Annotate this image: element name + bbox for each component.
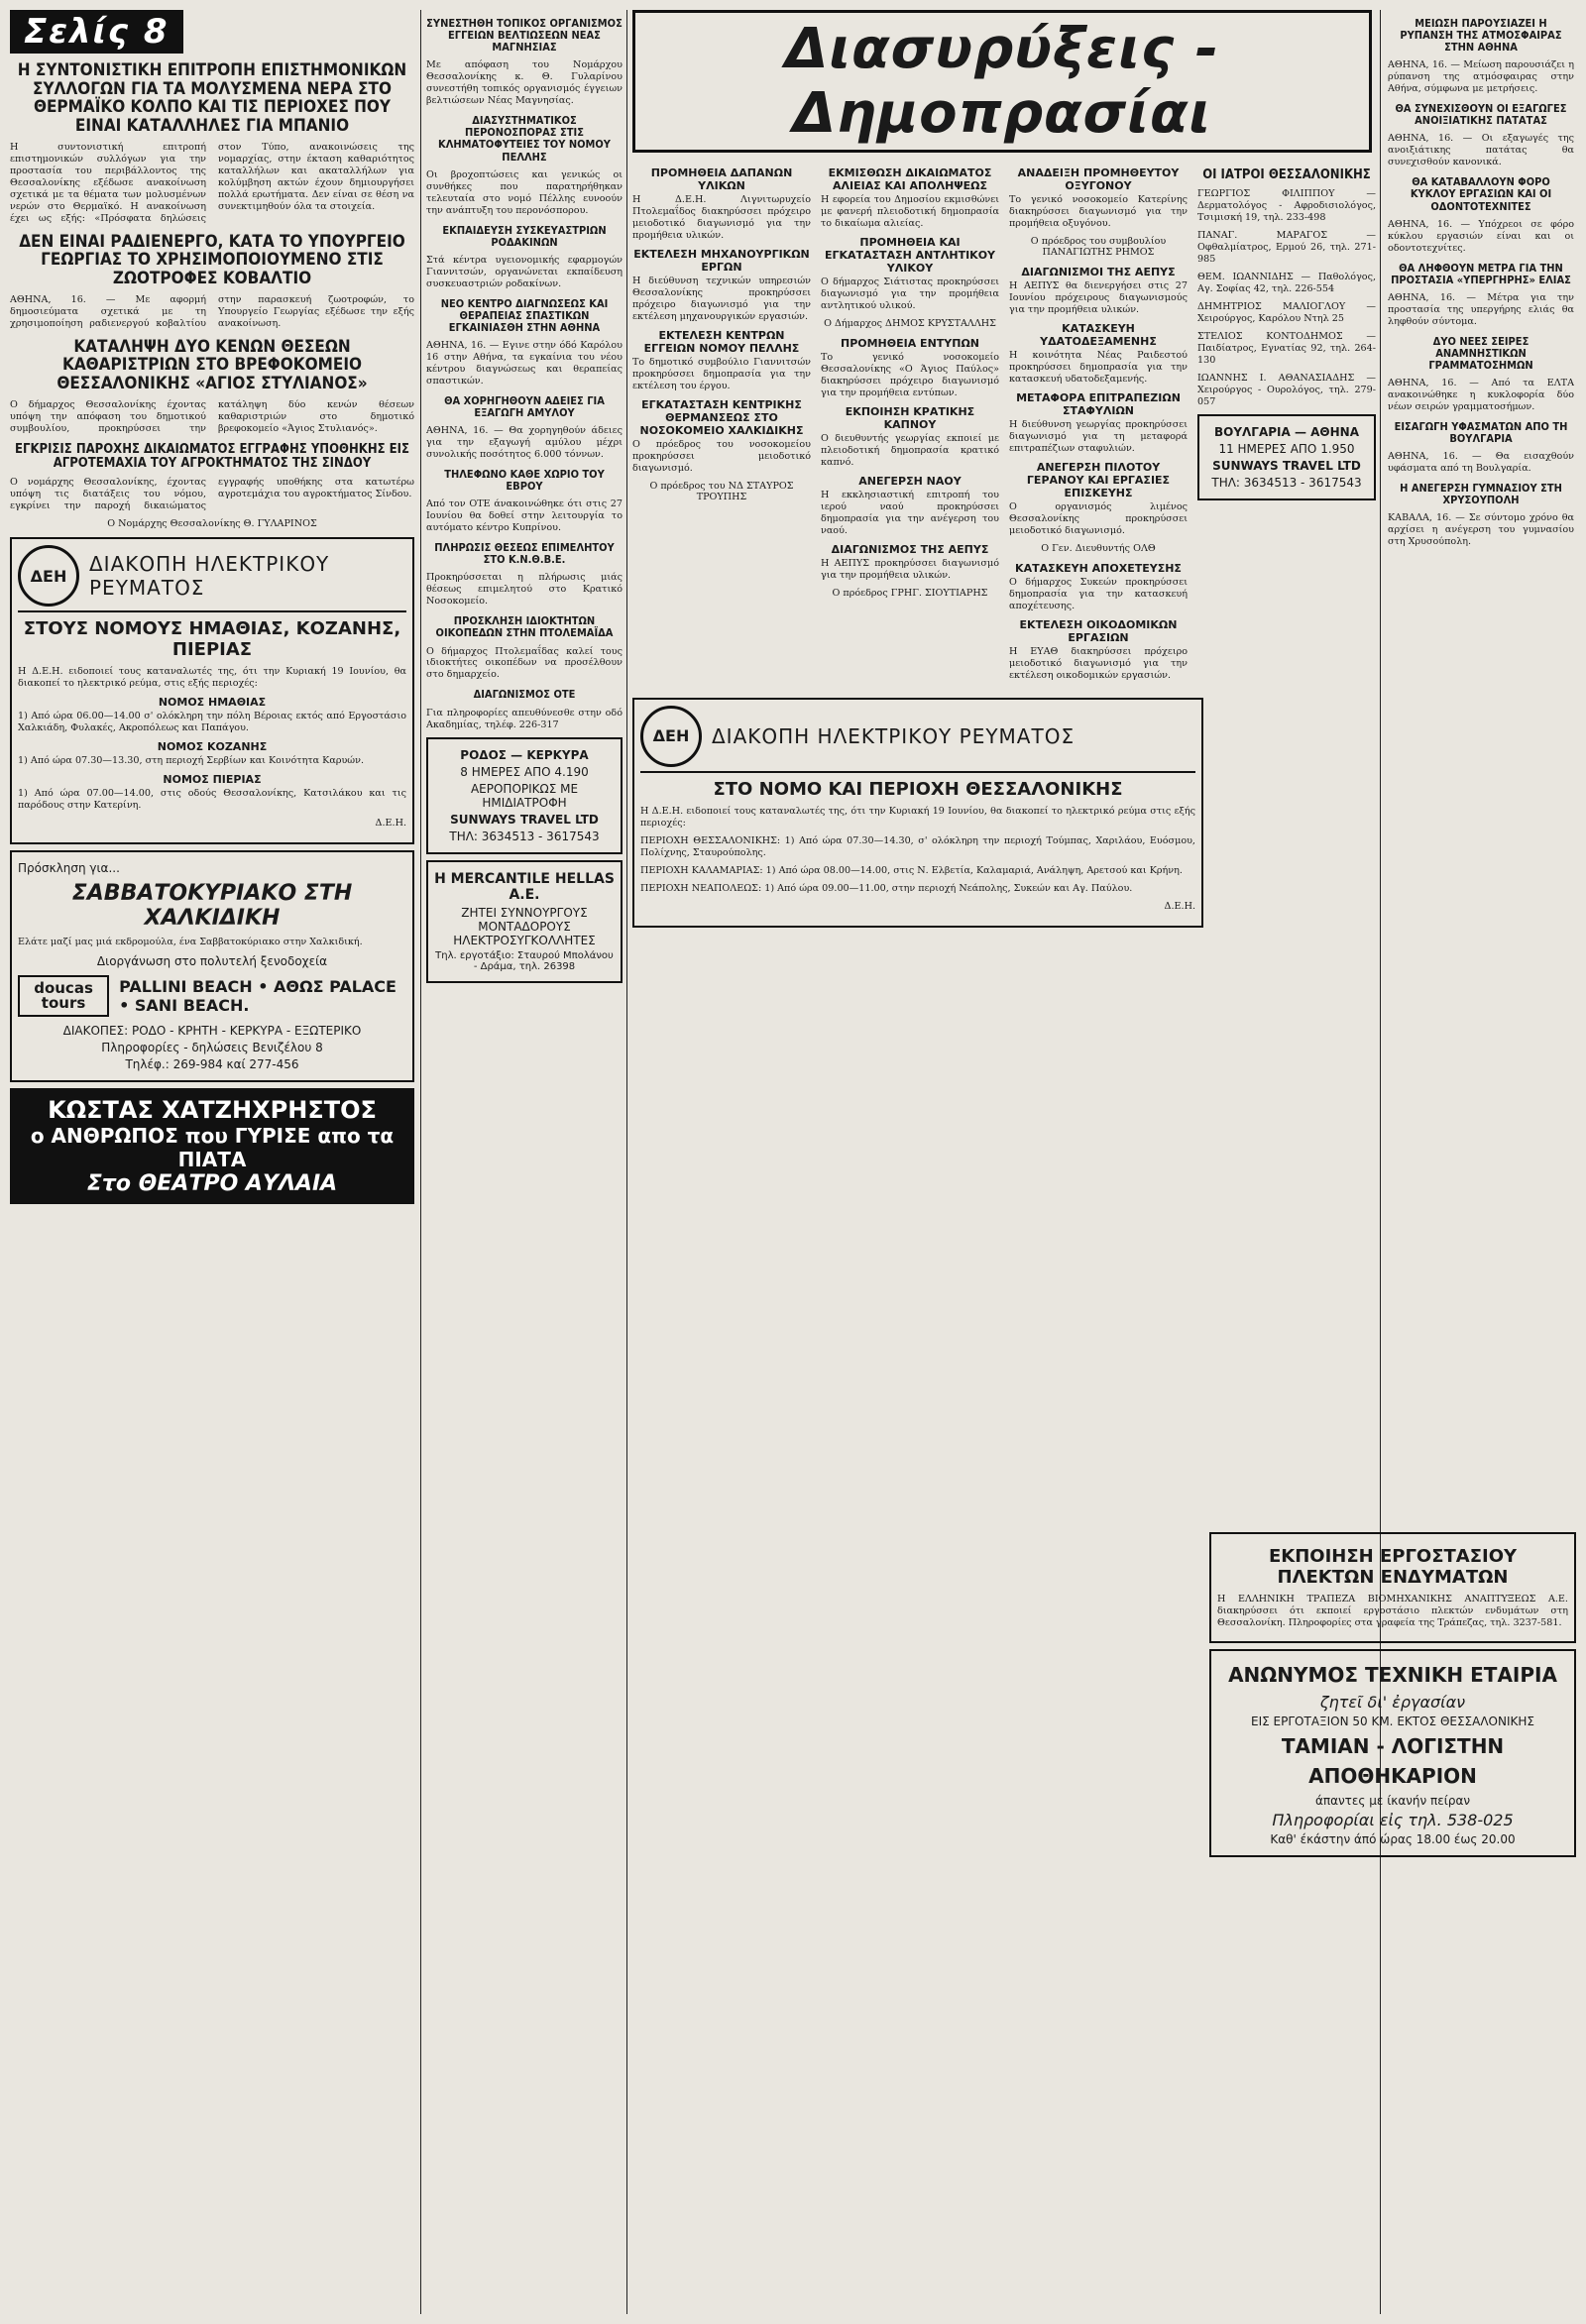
trip-ad-rhodes xyxy=(426,737,623,854)
notice-title: ΕΓΚΑΤΑΣΤΑΣΗ ΚΕΝΤΡΙΚΗΣ ΘΕΡΜΑΝΣΕΩΣ ΣΤΟ ΝΟΣΟΚΟΜΕΙΟ ΧΑΛΚΙΔΙΚΗΣ xyxy=(639,397,804,437)
trip-price: 8 ΗΜΕΡΕΣ ΑΠΟ 4.190 xyxy=(460,764,589,779)
trip-destinations: ΔΙΑΚΟΠΕΣ: ΡΟΔΟ - ΚΡΗΤΗ - ΚΕΡΚΥΡΑ - ΕΞΩΤΕΡΙΚΟ xyxy=(62,1024,362,1039)
headline-starch: ΘΑ ΧΟΡΗΓΗΘΟΥΝ ΑΔΕΙΕΣ ΓΙΑ ΕΞΑΓΩΓΗ ΑΜΥΛΟΥ xyxy=(444,393,605,419)
article-starch: ΑΘΗΝΑ, 16. — Θα χορηγηθούν άδειες για την εξαγωγή αμύλου μέχρι συνολικής ποσότητος 6.000 τόννων. xyxy=(426,425,623,461)
notice-text: Ο διευθυντής γεωργίας εκποιεί με πλειοδοτική δημοπρασία κρατικό καπνό. xyxy=(821,432,999,468)
article-sindos: Ο νομάρχης Θεσσαλονίκης, έχοντας υπόψη τις διατάξεις του νόμου, εγκρίνει την παροχή δικαιώματος εγγραφής υποθήκης στα κατωτέρω αγροτεμάχια του αγροκτήματος Σίνδου. xyxy=(10,477,414,512)
notice-title: ΕΚΜΙΣΘΩΣΗ ΔΙΚΑΙΩΜΑΤΟΣ ΑΛΙΕΙΑΣ ΚΑΙ ΑΠΟΛΗΨΕΩΣ xyxy=(828,166,992,192)
tenders-col-c xyxy=(1009,161,1188,688)
prefecture-label: ΝΟΜΟΣ ΠΙΕΡΙΑΣ xyxy=(163,773,262,787)
headline-cobalt: ΔΕΝ ΕΙΝΑΙ ΡΑΔΙΕΝΕΡΓΟ, ΚΑΤΑ ΤΟ ΥΠΟΥΡΓΕΙΟ ΓΕΩΡΓΙΑΣ ΤΟ ΧΡΗΣΙΜΟΠΟΙΟΥΜΕΝΟ ΣΤΙΣ ΖΩΟΤΡΟΦΕΣ ΚΟΒΑΛΤΙΟ xyxy=(19,231,405,289)
article-peaches: Στά κέντρα υγειονομικής εφαρμογών Γιαννιτσών, οργανώνεται εκπαίδευση συσκευαστριών ροδακίνων. xyxy=(426,254,623,289)
deh-title: ΔΙΑΚΟΠΗ ΗΛΕΚΤΡΙΚΟΥ ΡΕΥΜΑΤΟΣ xyxy=(712,723,1076,748)
notice-signature: Ο πρόεδρος του ΝΔ ΣΤΑΥΡΟΣ ΤΡΟΥΠΗΣ xyxy=(649,480,794,502)
trip-air: ΑΕΡΟΠΟΡΙΚΩΣ ΜΕ ΗΜΙΔΙΑΤΡΟΦΗ xyxy=(470,781,579,810)
column-left xyxy=(10,10,414,1204)
article-potatoes: ΑΘΗΝΑ, 16. — Οι εξαγωγές της ανοιξιάτικης πατάτας θα συνεχισθούν κανονικά. xyxy=(1388,133,1574,168)
notice-text: Ο δήμαρχος Σιάτιστας προκηρύσσει διαγωνισμό για την προμήθεια αντλητικού υλικού. xyxy=(821,276,999,311)
trip-invite: Πρόσκληση για... xyxy=(18,861,120,876)
column-second xyxy=(426,10,623,989)
outage-text: ΠΕΡΙΟΧΗ ΘΕΣΣΑΛΟΝΙΚΗΣ: 1) Από ώρα 07.30—14.30, σ' ολόκληρη την περιοχή Τούμπας, Χαριλάου, Ευόσμου, Πολίχνης, Σταυρούπολης. xyxy=(640,834,1195,858)
deh-sign: Δ.Ε.Η. xyxy=(375,818,406,830)
headline-dental-tax: ΘΑ ΚΑΤΑΒΑΛΛΟΥΝ ΦΟΡΟ ΚΥΚΛΟΥ ΕΡΓΑΣΙΩΝ ΚΑΙ ΟΙ ΟΔΟΝΤΟΤΕΧΝΙΤΕΣ xyxy=(1410,175,1552,213)
hire-positions: ΖΗΤΕΙ ΣΥΝΝΟΥΡΓΟΥΣ ΜΟΝΤΑΔΟΡΟΥΣ ΗΛΕΚΤΡΟΣΥΓΚΟΛΛΗΤΕΣ xyxy=(453,905,596,947)
trip-title: ΡΟΔΟΣ — ΚΕΡΚΥΡΑ xyxy=(460,747,589,762)
doucas-tours-logo: doucas tours xyxy=(18,975,109,1017)
headline-peronospora: ΔΙΑΣΥΣΤΗΜΑΤΙΚΟΣ ΠΕΡΟΝΟΣΠΟΡΑΣ ΣΤΙΣ ΚΛΗΜΑΤΟΦΥΤΕΙΕΣ ΤΟΥ ΝΟΜΟΥ ΠΕΛΛΗΣ xyxy=(438,114,611,164)
deh-notice-imathia xyxy=(10,537,414,844)
column-rule xyxy=(626,10,627,2314)
hire-contact: Τηλ. εργοτάξιο: Σταυρού Μπολάνου - Δράμα, τηλ. 26398 xyxy=(435,949,614,972)
notice-text: Η ΑΕΠΥΣ προκηρύσσει διαγωνισμό για την προμήθεια υλικών. xyxy=(821,557,999,581)
tenders-banner: Διασυρύξεις - Δημοπρασίαι xyxy=(632,10,1372,153)
column-right xyxy=(1388,10,1574,554)
doctor-entry: ΓΕΩΡΓΙΟΣ ΦΙΛΙΠΠΟΥ — Δερματολόγος - Αφροδισιολόγος, Τσιμισκή 19, τηλ. 233-498 xyxy=(1197,188,1376,224)
doctor-entry: ΣΤΕΛΙΟΣ ΚΟΝΤΟΔΗΜΟΣ — Παιδίατρος, Εγνατίας 92, τηλ. 264-130 xyxy=(1197,331,1376,367)
outage-text: 1) Από ώρα 07.00—14.00, στις οδούς Θεσσαλονίκης, Κατσιλάκου και τις παρόδους στην Κατερίνη. xyxy=(18,788,406,812)
deh-logo: ΔΕΗ xyxy=(18,545,79,607)
trip-agency: SUNWAYS TRAVEL LTD xyxy=(1212,459,1361,474)
headline-sindos: ΕΓΚΡΙΣΙΣ ΠΑΡΟΧΗΣ ΔΙΚΑΙΩΜΑΤΟΣ ΕΓΓΡΑΦΗΣ ΥΠΟΘΗΚΗΣ ΕΙΣ ΑΓΡΟΤΕΜΑΧΙΑ ΤΟΥ ΑΓΡΟΚΤΗΜΑΤΟΣ ΤΗΣ ΣΙΝΔΟΥ xyxy=(15,441,409,471)
trip-price: 11 ΗΜΕΡΕΣ ΑΠΟ 1.950 xyxy=(1218,442,1355,457)
factory-sale-ad xyxy=(1209,1532,1576,1643)
trip-ad-bulgaria xyxy=(1197,414,1376,500)
notice-signature: Ο πρόεδρος του συμβουλίου ΠΑΝΑΓΙΩΤΗΣ ΡΗΜΟΣ xyxy=(1030,235,1167,258)
deh-title: ΔΙΑΚΟΠΗ ΗΛΕΚΤΡΙΚΟΥ ΡΕΥΜΑΤΟΣ xyxy=(89,552,330,601)
job-seek: ζητεῖ δι' ἐργασίαν xyxy=(1319,1692,1466,1712)
notice-text: Το γενικό νοσοκομείο Κατερίνης διακηρύσσει διαγωνισμό για την προμήθεια οξυγόνου. xyxy=(1009,194,1188,229)
headline-pollution: ΜΕΙΩΣΗ ΠΑΡΟΥΣΙΑΖΕΙ Η ΡΥΠΑΝΣΗ ΤΗΣ ΑΤΜΟΣΦΑΙΡΑΣ ΣΤΗΝ ΑΘΗΝΑ xyxy=(1400,17,1562,55)
article-magnesia: Με απόφαση του Νομάρχου Θεσσαλονίκης κ. Θ. Γυλαρίνου συνεστήθη τοπικός οργανισμός έγγειων βελτιώσεων Νέας Μαγνησίας. xyxy=(426,59,623,107)
notice-title: ΕΚΠΟΙΗΣΗ ΚΡΑΤΙΚΗΣ ΚΑΠΝΟΥ xyxy=(845,404,975,431)
article-ote: Για πληροφορίες απευθύνεσθε στην οδό Ακαδημίας, τηλέφ. 226-317 xyxy=(426,707,623,730)
deh-logo: ΔΕΗ xyxy=(640,706,702,767)
page-number-label: Σελίς 8 xyxy=(10,10,183,54)
deh-header xyxy=(640,706,1195,773)
notice-title: ΑΝΕΓΕΡΣΗ ΝΑΟΥ xyxy=(858,474,962,488)
trip-organizer: Διοργάνωση στο πολυτελή ξενοδοχεία xyxy=(96,954,328,969)
headline-potatoes: ΘΑ ΣΥΝΕΧΙΣΘΟΥΝ ΟΙ ΕΞΑΓΩΓΕΣ ΑΝΟΙΞΙΑΤΙΚΗΣ ΠΑΤΑΤΑΣ xyxy=(1395,102,1567,128)
trip-phone: Τηλέφ.: 269-984 καί 277-456 xyxy=(125,1057,299,1072)
notice-text: Ο δήμαρχος Συκεών προκηρύσσει δημοπρασία για την κατασκευή αποχέτευσης. xyxy=(1009,576,1188,611)
headline-fabrics: ΕΙΣΑΓΩΓΗ ΥΦΑΣΜΑΤΩΝ ΑΠΟ ΤΗ ΒΟΥΛΓΑΡΙΑ xyxy=(1394,419,1568,446)
tenders-columns xyxy=(632,161,1376,688)
article-spastic-center: ΑΘΗΝΑ, 16. — Εγινε στην όδό Καρόλου 16 στην Αθήνα, τα εγκαίνια του νέου κέντρου διαγνώσεως και θεραπείας σπαστικών. xyxy=(426,339,623,387)
column-rule xyxy=(1380,10,1381,2314)
tenders-col-d xyxy=(1197,161,1376,688)
show-title: ο ΑΝΘΡΩΠΟΣ που ΓΥΡΙΣΕ απο τα ΠΙΑΤΑ xyxy=(30,1124,395,1172)
notice-text: Η εφορεία του Δημοσίου εκμισθώνει με φανερή πλειοδοτική δημοπρασία το δικαίωμα αλιείας. xyxy=(821,194,999,229)
sale-text: Η ΕΛΛΗΝΙΚΗ ΤΡΑΠΕΖΑ ΒΙΟΜΗΧΑΝΙΚΗΣ ΑΝΑΠΤΥΞΕΩΣ Α.Ε. διακηρύσσει ότι εκποιεί εργοστάσιο πλεκτών ενδυμάτων στη Θεσσαλονίκη. Πληροφορίες στα γραφεία της Τράπεζας, τηλ. 3237-581. xyxy=(1217,1594,1568,1628)
notice-text: Η εκκλησιαστική επιτροπή του ιερού ναού προκηρύσσει δημοπρασία για την ανέγερση του ναού. xyxy=(821,489,999,536)
trip-info: Πληροφορίες - δηλώσεις Βενιζέλου 8 xyxy=(101,1041,323,1055)
notice-title: ΜΕΤΑΦΟΡΑ ΕΠΙΤΡΑΠΕΖΙΩΝ ΣΤΑΦΥΛΙΩΝ xyxy=(1016,390,1181,417)
notice-text: Ο πρόεδρος του νοσοκομείου προκηρύσσει μειοδοτικό διαγωνισμό. xyxy=(632,438,811,474)
article-stamps: ΑΘΗΝΑ, 16. — Από τα ΕΛΤΑ ανακοινώθηκε η κυκλοφορία δύο νέων σειρών γραμματοσήμων. xyxy=(1388,378,1574,412)
deh-header xyxy=(18,545,406,612)
notice-title: ΕΚΤΕΛΕΣΗ ΜΗΧΑΝΟΥΡΓΙΚΩΝ ΕΡΓΩΝ xyxy=(633,247,810,274)
article-cleaners: Ο δήμαρχος Θεσσαλονίκης έχοντας υπόψη την απόφαση του δημοτικού συμβουλίου, προκηρύσσει την κατάληψη δύο κενών θέσεων καθαριστριών στο δημοτικό βρεφοκομείο «Άγιος Στυλιανός». xyxy=(10,398,414,434)
notice-title: ΔΙΑΓΩΝΙΣΜΟΙ ΤΗΣ ΑΕΠΥΣ xyxy=(1021,265,1176,278)
column-rule xyxy=(420,10,421,2314)
article-olive: ΑΘΗΝΑ, 16. — Μέτρα για την προστασία της υπεργήρης ελιάς θα ληφθούν σύντομα. xyxy=(1388,291,1574,327)
job-ad xyxy=(1209,1649,1576,1857)
notice-title: ΚΑΤΑΣΚΕΥΗ ΥΔΑΤΟΔΕΞΑΜΕΝΗΣ xyxy=(1040,321,1157,348)
headline-cleaners: ΚΑΤΑΛΗΨΗ ΔΥΟ ΚΕΝΩΝ ΘΕΣΕΩΝ ΚΑΘΑΡΙΣΤΡΙΩΝ ΣΤΟ ΒΡΕΦΟΚΟΜΕΙΟ ΘΕΣΣΑΛΟΝΙΚΗΣ «ΑΓΙΟΣ ΣΤΥΛΙΑΝΟΣ» xyxy=(57,336,368,394)
article-ptolemaida: Ο δήμαρχος Πτολεμαΐδας καλεί τους ιδιοκτήτες οικοπέδων να προσέλθουν στο δημαρχείο. xyxy=(426,645,623,681)
headline-olive: ΘΑ ΛΗΦΘΟΥΝ ΜΕΤΡΑ ΓΙΑ ΤΗΝ ΠΡΟΣΤΑΣΙΑ «ΥΠΕΡΓΗΡΗΣ» ΕΛΙΑΣ xyxy=(1391,261,1571,286)
headline-stamps: ΔΥΟ ΝΕΕΣ ΣΕΙΡΕΣ ΑΝΑΜΝΗΣΤΙΚΩΝ ΓΡΑΜΜΑΤΟΣΗΜΩΝ xyxy=(1428,334,1533,372)
notice-text: Η διεύθυνση τεχνικών υπηρεσιών Θεσσαλονίκης προκηρύσσει πρόχειρο διαγωνισμό για την εκτέλεση μηχανουργικών εργασιών. xyxy=(632,275,811,322)
notice-text: Η κοινότητα Νέας Ραιδεστού προκηρύσσει δημοπρασία για την κατασκευή υδατοδεξαμενής. xyxy=(1009,349,1188,385)
trip-phone: ΤΗΛ: 3634513 - 3617543 xyxy=(449,829,600,843)
doctor-entry: ΔΗΜΗΤΡΙΟΣ ΜΑΛΙΟΓΛΟΥ — Χειρούργος, Καρόλου Ντηλ 25 xyxy=(1197,301,1376,325)
headline-curator: ΠΛΗΡΩΣΙΣ ΘΕΣΕΩΣ ΕΠΙΜΕΛΗΤΟΥ ΣΤΟ Κ.Ν.Θ.Β.Ε. xyxy=(434,541,615,567)
notice-text: Ο οργανισμός λιμένος Θεσσαλονίκης προκηρύσσει μειοδοτικό διαγωνισμό. xyxy=(1009,500,1188,536)
job-role: ΤΑΜΙΑΝ - ΛΟΓΙΣΤΗΝ xyxy=(1281,1733,1505,1758)
deh-intro: Η Δ.Ε.Η. ειδοποιεί τους καταναλωτές της, ότι την Κυριακή 19 Ιουνίου, θα διακοπεί το ηλεκτρικό ρεύμα στις εξής περιοχές: xyxy=(640,805,1195,829)
article-evros-phone: Από τον ΟΤΕ άνακοινώθηκε ότι στις 27 Ιουνίου θα δοθεί στην λειτουργία το αυτόματο κέντρο Κυπρίνου. xyxy=(426,498,623,534)
tenders-section xyxy=(632,10,1376,934)
trip-text: Ελάτε μαζί μας μιά εκδρομούλα, ένα Σαββατοκύριακο στην Χαλκιδική. xyxy=(18,937,363,948)
prefecture-label: ΝΟΜΟΣ ΚΟΖΑΝΗΣ xyxy=(157,740,268,754)
job-role: ΑΠΟΘΗΚΑΡΙΟΝ xyxy=(1308,1763,1477,1788)
actor-name: ΚΩΣΤΑΣ ΧΑΤΖΗΧΡΗΣΤΟΣ xyxy=(48,1096,377,1125)
deh-intro: Η Δ.Ε.Η. ειδοποιεί τους καταναλωτές της, ότι την Κυριακή 19 Ιουνίου, θα διακοπεί το ηλεκτρικό ρεύμα, στις εξής περιοχές: xyxy=(18,666,406,690)
trip-agency: SUNWAYS TRAVEL LTD xyxy=(450,812,599,827)
trip-phone: ΤΗΛ: 3634513 - 3617543 xyxy=(1211,476,1362,491)
signature-nomarch: Ο Νομάρχης Θεσσαλονίκης Θ. ΓΥΛΑΡΙΝΟΣ xyxy=(107,518,317,530)
notice-title: ΕΚΤΕΛΕΣΗ ΟΙΚΟΔΟΜΙΚΩΝ ΕΡΓΑΣΙΩΝ xyxy=(1019,617,1178,644)
theatre-name: Στο ΘΕΑΤΡΟ ΑΥΛΑΙΑ xyxy=(86,1171,338,1197)
company-name: Η MERCANTILE HELLAS Α.Ε. xyxy=(434,870,615,903)
notice-title: ΠΡΟΜΗΘΕΙΑ ΚΑΙ ΕΓΚΑΤΑΣΤΑΣΗ ΑΝΤΛΗΤΙΚΟΥ ΥΛΙΚΟΥ xyxy=(824,235,996,275)
notice-text: Το γενικό νοσοκομείο Θεσσαλονίκης «Ο Άγιος Παύλος» διακηρύσσει πρόχειρο διαγωνισμό για την προμήθεια εντύπων. xyxy=(821,351,999,398)
headline-ote: ΔΙΑΓΩΝΙΣΜΟΣ ΟΤΕ xyxy=(473,688,576,702)
article-peronospora: Οι βροχοπτώσεις και γενικώς οι συνθήκες που παρατηρήθηκαν τελευταία στο νομό Πέλλης ευνοούν την ανάπτυξη του περονόσπορου. xyxy=(426,168,623,216)
notice-text: Το δημοτικό συμβούλιο Γιαννιτσών προκηρύσσει δημοπρασία για την εκτέλεση του έργου. xyxy=(632,356,811,391)
outage-text: ΠΕΡΙΟΧΗ ΝΕΑΠΟΛΕΩΣ: 1) Από ώρα 09.00—11.00, στην περιοχή Νεάπολης, Συκεών και Αγ. Παύλου. xyxy=(640,882,1133,894)
prefecture-label: ΝΟΜΟΣ ΗΜΑΘΙΑΣ xyxy=(158,696,267,710)
notice-text: Η ΕΥΑΘ διακηρύσσει πρόχειρο μειοδοτικό διαγωνισμό για την εκτέλεση οικοδομικών εργασιών. xyxy=(1009,645,1188,681)
trip-ad-halkidiki xyxy=(10,850,414,1082)
notice-title: ΠΡΟΜΗΘΕΙΑ ΕΝΤΥΠΩΝ xyxy=(840,336,980,350)
article-gymnasium: ΚΑΒΑΛΑ, 16. — Σε σύντομο χρόνο θα αρχίσει η ανέγερση του γυμνασίου στη Χρυσούπολη. xyxy=(1388,512,1574,548)
article-dental-tax: ΑΘΗΝΑ, 16. — Υπόχρεοι σε φόρο κύκλου εργασιών είναι και οι οδοντοτεχνίτες. xyxy=(1388,218,1574,254)
mercantile-ad xyxy=(426,860,623,983)
headline-thermaikos: Η ΣΥΝΤΟΝΙΣΤΙΚΗ ΕΠΙΤΡΟΠΗ ΕΠΙΣΤΗΜΟΝΙΚΩΝ ΣΥΛΛΟΓΩΝ ΓΙΑ ΤΑ ΜΟΛΥΣΜΕΝΑ ΝΕΡΑ ΣΤΟ ΘΕΡΜΑΪΚΟ ΚΟΛΠΟ ΚΑΙ ΤΙΣ ΠΕΡΙΟΧΕΣ ΠΟΥ ΕΙΝΑΙ ΚΑΤΑΛΛΗΛΕΣ ΓΙΑ ΜΠΑΝΙΟ xyxy=(17,60,407,137)
trip-title: ΣΑΒΒΑΤΟΚΥΡΙΑΚΟ ΣΤΗ ΧΑΛΚΙΔΙΚΗ xyxy=(71,881,353,932)
article-pollution: ΑΘΗΝΑ, 16. — Μείωση παρουσιάζει η ρύπανση της ατμόσφαιρας στην Αθήνα, σύμφωνα με μετρήσεις. xyxy=(1388,59,1574,95)
job-info: Πληροφορίαι εἰς τηλ. 538-025 xyxy=(1272,1810,1514,1829)
notice-title: ΑΝΑΔΕΙΞΗ ΠΡΟΜΗΘΕΥΤΟΥ ΟΞΥΓΟΝΟΥ xyxy=(1017,166,1180,192)
notice-title: ΠΡΟΜΗΘΕΙΑ ΔΑΠΑΝΩΝ ΥΛΙΚΩΝ xyxy=(650,166,793,192)
doctor-entry: ΙΩΑΝΝΗΣ Ι. ΑΘΑΝΑΣΙΑΔΗΣ — Χειρούργος - Ουρολόγος, τηλ. 279-057 xyxy=(1197,373,1376,408)
theatre-ad xyxy=(10,1088,414,1204)
tenders-col-b xyxy=(821,161,999,688)
headline-ptolemaida: ΠΡΟΣΚΛΗΣΗ ΙΔΙΟΚΤΗΤΩΝ ΟΙΚΟΠΕΔΩΝ ΣΤΗΝ ΠΤΟΛΕΜΑΪΔΑ xyxy=(435,614,614,640)
outage-text: 1) Από ώρα 07.30—13.30, στη περιοχή Σερβίων και Κοινότητα Καρυών. xyxy=(18,755,365,767)
doctor-entry: ΠΑΝΑΓ. ΜΑΡΑΓΟΣ — Οφθαλμίατρος, Ερμού 26, τηλ. 271-985 xyxy=(1197,230,1376,266)
headline-magnesia: ΣΥΝΕΣΤΗΘΗ ΤΟΠΙΚΟΣ ΟΡΓΑΝΙΣΜΟΣ ΕΓΓΕΙΩΝ ΒΕΛΤΙΩΣΕΩΝ ΝΕΑΣ ΜΑΓΝΗΣΙΑΣ xyxy=(426,17,623,55)
trip-brand-row xyxy=(18,971,406,1021)
deh-subtitle: ΣΤΟΥΣ ΝΟΜΟΥΣ ΗΜΑΘΙΑΣ, ΚΟΖΑΝΗΣ, ΠΙΕΡΙΑΣ xyxy=(23,618,401,661)
notice-text: Η Δ.Ε.Η. Λιγνιτωρυχείο Πτολεμαΐδος διακηρύσσει πρόχειρο μειοδοτικό διαγωνισμό για την προμήθεια υλικών. xyxy=(632,194,811,241)
bottom-right-ads xyxy=(1209,1526,1576,1863)
deh-notice-thessaloniki xyxy=(632,698,1203,928)
trip-title: ΒΟΥΛΓΑΡΙΑ — ΑΘΗΝΑ xyxy=(1213,425,1360,440)
tenders-col-a xyxy=(632,161,811,688)
notice-title: ΕΚΤΕΛΕΣΗ ΚΕΝΤΡΩΝ ΕΓΓΕΙΩΝ ΝΟΜΟΥ ΠΕΛΛΗΣ xyxy=(643,328,800,355)
article-cobalt: ΑΘΗΝΑ, 16. — Με αφορμή δημοσιεύματα σχετικά με τη χρησιμοποίηση ραδιενεργού κοβαλτίου στην παρασκευή ζωοτροφών, το Υπουργείο Γεωργίας εξέδωσε την εξής ανακοίνωση. xyxy=(10,293,414,329)
headline-evros-phone: ΤΗΛΕΦΩΝΟ ΚΑΘΕ ΧΩΡΙΟ ΤΟΥ ΕΒΡΟΥ xyxy=(444,468,605,494)
job-location: ΕΙΣ ΕΡΓΟΤΑΞΙΟΝ 50 ΚΜ. ΕΚΤΟΣ ΘΕΣΣΑΛΟΝΙΚΗΣ xyxy=(1251,1714,1534,1728)
deh-subtitle: ΣΤΟ ΝΟΜΟ ΚΑΙ ΠΕΡΙΟΧΗ ΘΕΣΣΑΛΟΝΙΚΗΣ xyxy=(713,778,1123,800)
article-fabrics: ΑΘΗΝΑ, 16. — Θα εισαχθούν υφάσματα από τη Βουλγαρία. xyxy=(1388,451,1574,475)
article-thermaikos: Η συντονιστική επιτροπή επιστημονικών συλλόγων για την προστασία του περιβάλλοντος της Θεσσαλονίκης εξέδωσε ανακοίνωση σχετικά με τα θέματα των μολυσμένων νερών στο Θερμαϊκό. Η ανακοίνωση έχει ως εξής: «Πρόσφατα δηλώσεις στον Τύπο, ανακοινώσεις της νομαρχίας, στην έκταση καθαριότητος καταλλήλων και ακαταλλήλων για κολύμβηση ακτών έχουν δημιουργήσει πολλά ερωτήματα. Δεν είναι σε θέση να συνεκτιμηθούν όλα τα στοιχεία. xyxy=(10,141,414,224)
doctors-heading: ΟΙ ΙΑΤΡΟΙ ΘΕΣΣΑΛΟΝΙΚΗΣ xyxy=(1202,167,1371,182)
job-requirement: άπαντες με ίκανήν πείραν xyxy=(1314,1793,1471,1808)
notice-title: ΔΙΑΓΩΝΙΣΜΟΣ ΤΗΣ ΑΕΠΥΣ xyxy=(831,542,989,556)
article-curator: Προκηρύσσεται η πλήρωσις μιάς θέσεως επιμελητού στο Κρατικό Νοσοκομείο. xyxy=(426,572,623,608)
outage-text: ΠΕΡΙΟΧΗ ΚΑΛΑΜΑΡΙΑΣ: 1) Από ώρα 08.00—14.00, στις Ν. Ελβετία, Καλαμαριά, Ανάληψη, Αρετσού και Κρήνη. xyxy=(640,864,1183,876)
headline-peaches: ΕΚΠΑΙΔΕΥΣΗ ΣΥΣΚΕΥΑΣΤΡΙΩΝ ΡΟΔΑΚΙΝΩΝ xyxy=(442,223,607,249)
notice-title: ΚΑΤΑΣΚΕΥΗ ΑΠΟΧΕΤΕΥΣΗΣ xyxy=(1015,561,1182,575)
notice-text: Η ΑΕΠΥΣ θα διενεργήσει στις 27 Ιουνίου πρόχειρους διαγωνισμούς για την προμήθεια υλικών. xyxy=(1009,279,1188,315)
doctor-entry: ΘΕΜ. ΙΩΑΝΝΙΔΗΣ — Παθολόγος, Αγ. Σοφίας 42, τηλ. 226-554 xyxy=(1197,272,1376,295)
job-company: ΑΝΩΝΥΜΟΣ ΤΕΧΝΙΚΗ ΕΤΑΙΡΙΑ xyxy=(1228,1662,1557,1687)
trip-hotels: PALLINI BEACH • ΑΘΩΣ PALACE • SANI BEACH. xyxy=(119,977,396,1016)
headline-spastic-center: ΝΕΟ ΚΕΝΤΡΟ ΔΙΑΓΝΩΣΕΩΣ ΚΑΙ ΘΕΡΑΠΕΙΑΣ ΣΠΑΣΤΙΚΩΝ ΕΓΚΑΙΝΙΑΣΘΗ ΣΤΗΝ ΑΘΗΝΑ xyxy=(440,296,609,334)
headline-gymnasium: Η ΑΝΕΓΕΡΣΗ ΓΥΜΝΑΣΙΟΥ ΣΤΗ ΧΡΥΣΟΥΠΟΛΗ xyxy=(1400,482,1562,507)
sale-title: ΕΚΠΟΙΗΣΗ ΕΡΓΟΣΤΑΣΙΟΥ ΠΛΕΚΤΩΝ ΕΝΔΥΜΑΤΩΝ xyxy=(1268,1546,1518,1588)
deh-sign: Δ.Ε.Η. xyxy=(1164,900,1195,912)
notice-signature: Ο πρόεδρος ΓΡΗΓ. ΣΙΟΥΤΙΑΡΗΣ xyxy=(832,587,988,599)
job-hours: Καθ' έκάστην άπό ώρας 18.00 έως 20.00 xyxy=(1270,1831,1516,1846)
outage-text: 1) Από ώρα 06.00—14.00 σ' ολόκληρη την πόλη Βέροιας εκτός από Εργοστάσιο Χαλκιάδη, Φυλακές, Ακροπόλεως και Παπάγου. xyxy=(18,711,406,734)
notice-title: ΑΝΕΓΕΡΣΗ ΠΙΛΟΤΟΥ ΓΕΡΑΝΟΥ ΚΑΙ ΕΡΓΑΣΙΕΣ ΕΠΙΣΚΕΥΗΣ xyxy=(1026,460,1171,499)
notice-text: Η διεύθυνση γεωργίας προκηρύσσει διαγωνισμό για τη μεταφορά επιτραπέζιων σταφυλιών. xyxy=(1009,418,1188,454)
notice-signature: Ο Δήμαρχος ΔΗΜΟΣ ΚΡΥΣΤΑΛΛΗΣ xyxy=(824,317,996,329)
notice-signature: Ο Γεν. Διευθυντής ΟΛΘ xyxy=(1041,542,1156,554)
